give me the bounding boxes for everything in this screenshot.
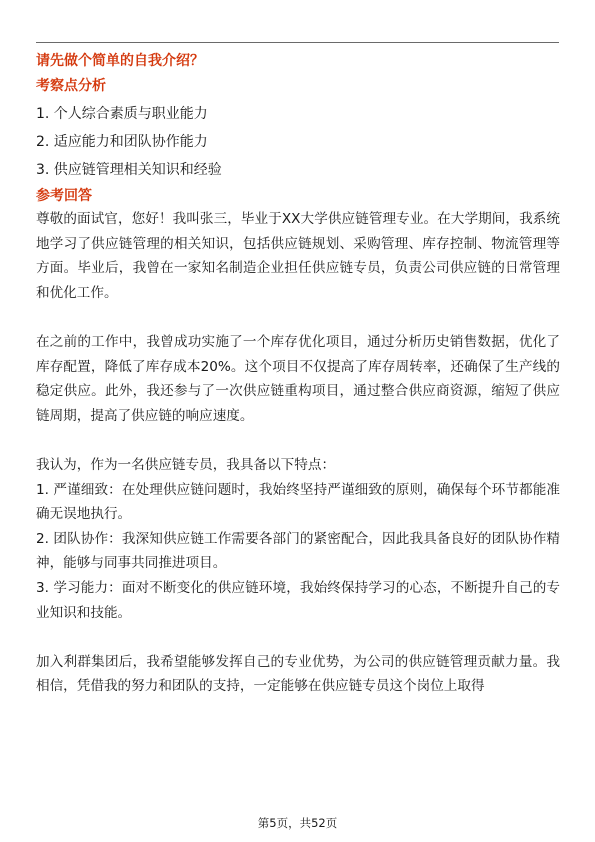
answer-heading: 参考回答 xyxy=(36,188,92,204)
features-intro: 我认为，作为一名供应链专员，我具备以下特点： xyxy=(36,456,336,473)
document-body xyxy=(36,46,560,699)
analysis-point: 1. 个人综合素质与职业能力 xyxy=(36,106,208,122)
answer-paragraph-experience: 在之前的工作中，我曾成功实施了一个库存优化项目，通过分析历史销售数据，优化了库存配置，降低了库存成本20%。这个项目不仅提高了库存周转率，还确保了生产线的稳定供应。此外，我还参与了一次供应链重构项目，通过整合供应商资源，缩短了供应链周期，提高了供应链的响应速度。 xyxy=(36,333,560,424)
analysis-heading: 考察点分析 xyxy=(36,78,106,94)
features-block xyxy=(36,453,560,625)
analysis-point: 2. 适应能力和团队协作能力 xyxy=(36,134,208,150)
feature-item: 3. 学习能力：面对不断变化的供应链环境，我始终保持学习的心态，不断提升自己的专业知识和技能。 xyxy=(36,579,560,621)
page-number: 第5页，共52页 xyxy=(257,816,338,830)
feature-item: 2. 团队协作：我深知供应链工作需要各部门的紧密配合，因此我具备良好的团队协作精神，能够与同事共同推进项目。 xyxy=(36,530,560,572)
feature-item: 1. 严谨细致：在处理供应链问题时，我始终坚持严谨细致的原则，确保每个环节都能准确无误地执行。 xyxy=(36,481,560,523)
analysis-point: 3. 供应链管理相关知识和经验 xyxy=(36,162,222,178)
answer-paragraph-closing: 加入利群集团后，我希望能够发挥自己的专业优势，为公司的供应链管理贡献力量。我相信，凭借我的努力和团队的支持，一定能够在供应链专员这个岗位上取得 xyxy=(36,653,560,695)
answer-paragraph-intro: 尊敬的面试官，您好！我叫张三，毕业于XX大学供应链管理专业。在大学期间，我系统地学习了供应链管理的相关知识，包括供应链规划、采购管理、库存控制、物流管理等方面。毕业后，我曾在一家知名制造企业担任供应链专员，负责公司供应链的日常管理和优化工作。 xyxy=(36,211,560,301)
question-title: 请先做个简单的自我介绍？ xyxy=(36,53,204,69)
header-rule xyxy=(36,42,559,43)
